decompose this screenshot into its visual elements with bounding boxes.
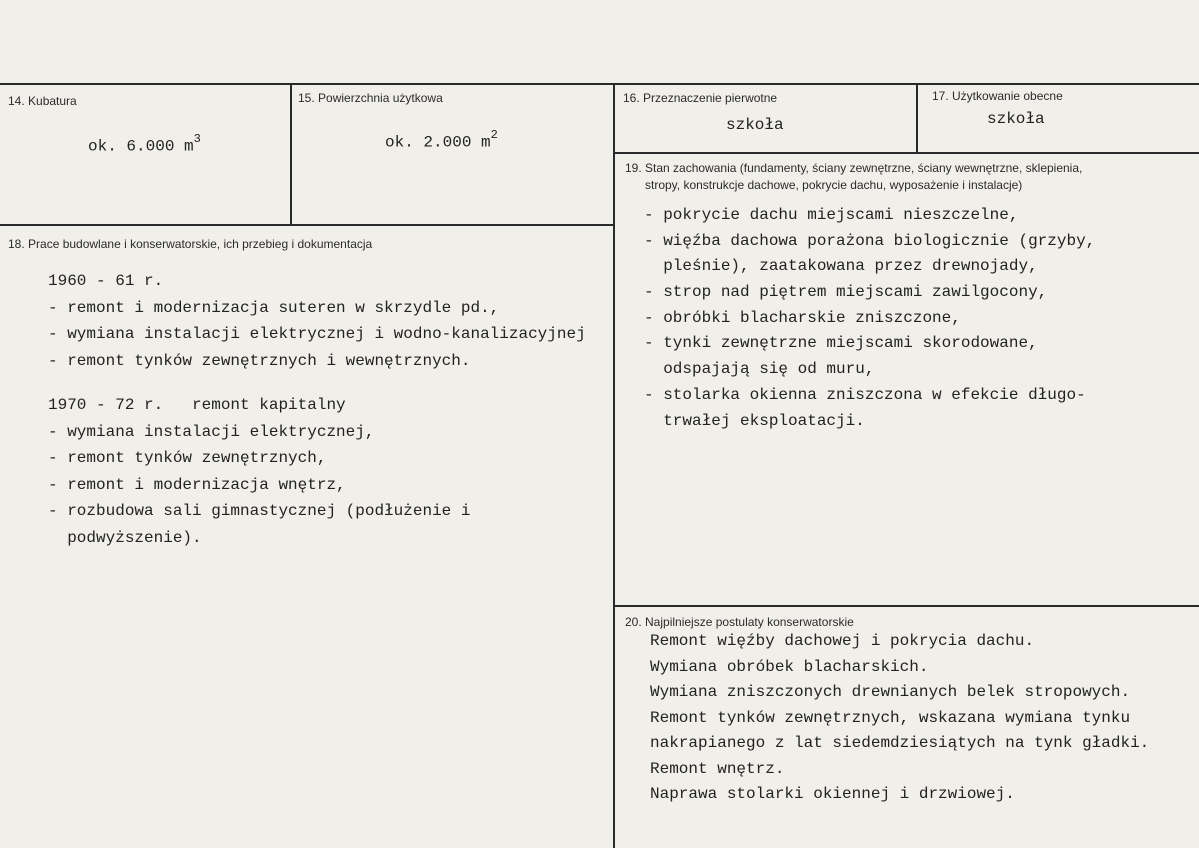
list-item: - strop nad piętrem miejscami zawilgocony,	[644, 283, 1048, 302]
row16-bottom-line	[615, 152, 1199, 154]
field-15-value-text: ok. 2.000 m	[385, 133, 491, 152]
list-item: - wymiana instalacji elektrycznej,	[48, 422, 375, 441]
list-item: Wymiana obróbek blacharskich.	[650, 657, 929, 676]
list-item: 1970 - 72 r. remont kapitalny	[48, 396, 346, 414]
list-item: Remont tynków zewnętrznych, wskazana wymiana tynku	[650, 708, 1131, 727]
top-border-line	[0, 83, 1199, 85]
list-item: - rozbudowa sali gimnastycznej (podłużenie i	[48, 502, 471, 520]
field-15-value	[385, 130, 498, 151]
row1-bottom-line-left	[0, 224, 615, 226]
field-15-label: 15. Powierzchnia użytkowa	[298, 91, 443, 105]
field-14-unit-power: 3	[193, 132, 201, 146]
field-14-value-text: ok. 6.000 m	[88, 137, 194, 156]
field-16-label: 16. Przeznaczenie pierwotne	[623, 91, 778, 105]
field-17-value: szkoła	[987, 110, 1045, 128]
list-item: - więźba dachowa porażona biologicznie (grzyby,	[644, 231, 1096, 250]
field-17-label: 17. Użytkowanie obecne	[932, 89, 1063, 103]
divider-14-15	[290, 83, 292, 225]
list-item: - tynki zewnętrzne miejscami skorodowane,	[644, 334, 1038, 353]
list-item: - remont i modernizacja wnętrz,	[48, 475, 346, 494]
field-18-group-1	[48, 268, 586, 374]
list-item: Wymiana zniszczonych drewnianych belek stropowych.	[650, 683, 1131, 701]
list-item: - stolarka okienna zniszczona w efekcie długo-	[644, 385, 1086, 404]
list-item: - remont tynków zewnętrznych,	[48, 449, 327, 467]
list-item: Remont wnętrz.	[650, 759, 785, 778]
field-14-value	[88, 134, 201, 155]
field-20-list	[650, 629, 1149, 808]
list-item: Remont więźby dachowej i pokrycia dachu.	[650, 632, 1035, 650]
field-16-value: szkoła	[726, 116, 784, 134]
section20-top-line	[615, 605, 1199, 607]
list-item: - remont tynków zewnętrznych i wewnętrznych.	[48, 351, 471, 370]
list-item: odspajają się od muru,	[644, 360, 875, 379]
list-item: pleśnie), zaatakowana przez drewnojady,	[644, 257, 1038, 276]
field-19-list	[644, 203, 1095, 434]
field-19-label-line-2: stropy, konstrukcje dachowe, pokrycie dachu, wyposażenie i instalacje)	[645, 178, 1023, 192]
list-item: - obróbki blacharskie zniszczone,	[644, 308, 961, 327]
divider-16-17	[916, 83, 918, 153]
list-item: - remont i modernizacja suteren w skrzydle pd.,	[48, 298, 500, 317]
list-item: 1960 - 61 r.	[48, 272, 164, 290]
field-14-label: 14. Kubatura	[8, 94, 77, 108]
field-18-label: 18. Prace budowlane i konserwatorskie, ich przebieg i dokumentacja	[8, 237, 373, 251]
list-item: - pokrycie dachu miejscami nieszczelne,	[644, 206, 1019, 224]
list-item: podwyższenie).	[48, 528, 202, 547]
field-15-unit-power: 2	[490, 128, 498, 142]
list-item: nakrapianego z lat siedemdziesiątych na tynk gładki.	[650, 734, 1150, 752]
list-item: Naprawa stolarki okiennej i drzwiowej.	[650, 785, 1015, 803]
field-20-label: 20. Najpilniejsze postulaty konserwatorskie	[625, 615, 854, 629]
divider-main-vertical	[613, 83, 615, 848]
list-item: trwałej eksploatacji.	[644, 411, 865, 430]
field-19-label-line-1: 19. Stan zachowania (fundamenty, ściany zewnętrzne, ściany wewnętrzne, sklepienia,	[625, 161, 1083, 175]
field-18-group-2	[48, 392, 470, 551]
list-item: - wymiana instalacji elektrycznej i wodno-kanalizacyjnej	[48, 325, 586, 343]
